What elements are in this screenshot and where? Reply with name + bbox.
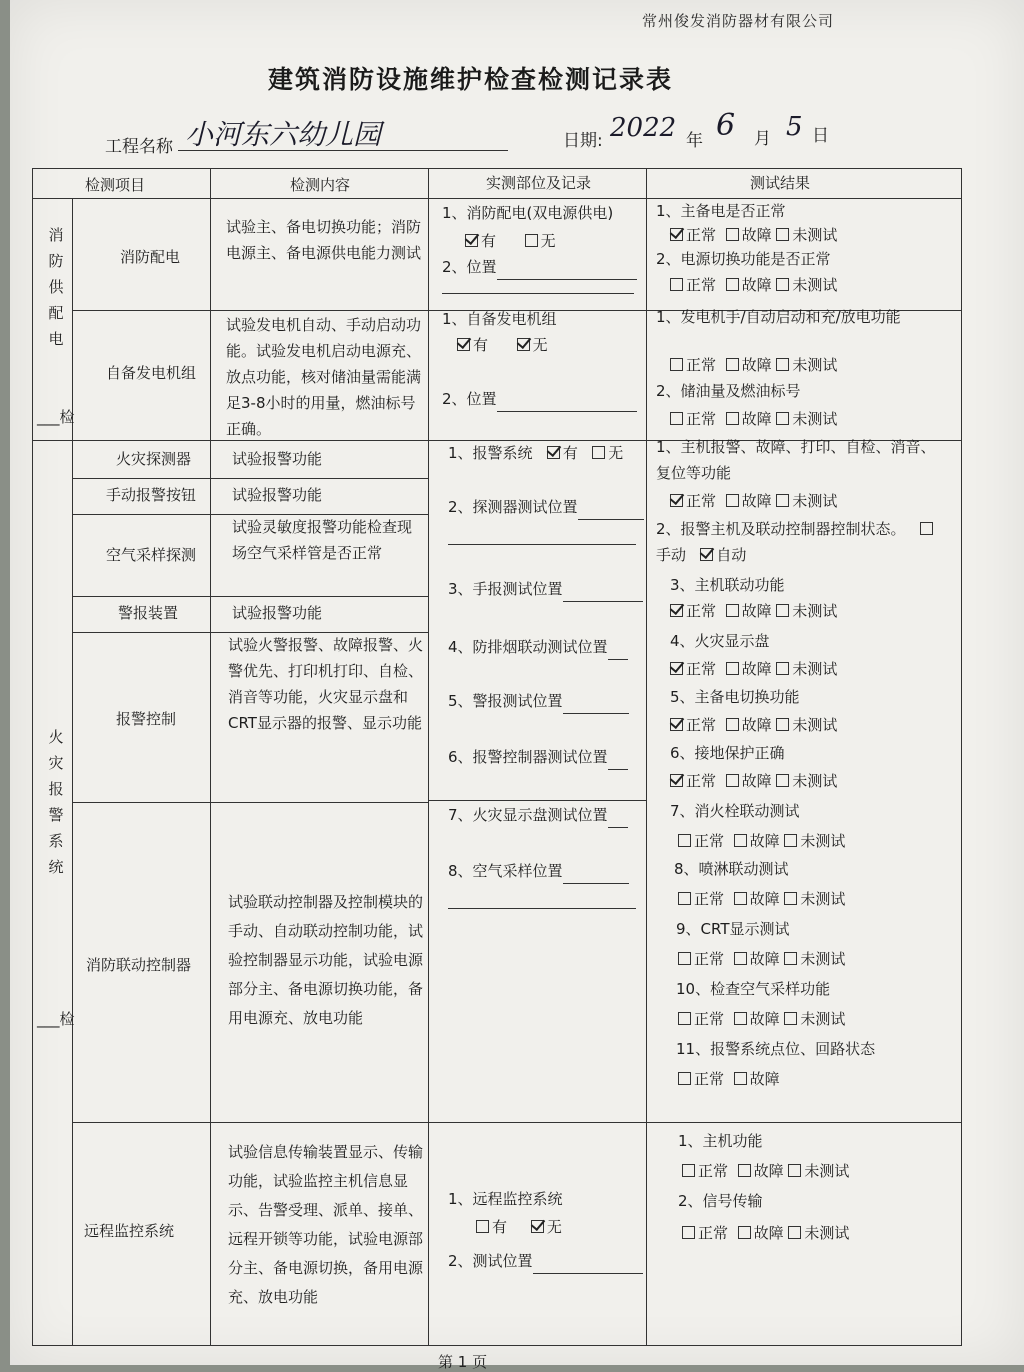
result-s2-5-opts: 正常 故障 未测试 — [670, 712, 837, 738]
result-s1-2: 2、电源切换功能是否正常 — [656, 250, 831, 268]
record-controller-pos: 6、报警控制器测试位置 — [448, 744, 628, 770]
record-generator-options: 有 无 — [457, 332, 548, 358]
record-power-pos: 2、位置 — [442, 254, 637, 280]
date-day: 5 — [786, 112, 803, 142]
result-s1-3-opts: 正常 故障 未测试 — [670, 352, 837, 378]
content-power: 试验主、备电切换功能；消防电源主、备电源供电能力测试 — [226, 218, 422, 262]
header-content: 检测内容 — [290, 176, 351, 194]
result-s2-10-opts: 正常 故障 未测试 — [678, 1006, 845, 1032]
result-s2-8: 8、喷淋联动测试 — [674, 860, 789, 878]
result-s2-4: 4、火灾显示盘 — [670, 632, 770, 650]
content-linkage-controller: 试验联动控制器及控制模块的手动、自动联动控制功能，试验控制器显示功能，试验电源部分主、备电源切换功能，备用电源充、放电功能 — [228, 893, 424, 1027]
record-remote: 1、远程监控系统 — [448, 1190, 563, 1208]
result-s2-11-opts: 正常 故障 — [678, 1066, 780, 1092]
content-manual-button: 试验报警功能 — [232, 486, 323, 504]
result-s1-4: 2、储油量及燃油标号 — [656, 382, 801, 400]
result-s2-9-opts: 正常 故障 未测试 — [678, 946, 845, 972]
record-alarm-pos: 5、警报测试位置 — [448, 688, 629, 714]
record-remote-options: 有 无 — [476, 1214, 562, 1240]
result-remote-1-opts: 正常 故障 未测试 — [682, 1158, 849, 1184]
result-s2-9: 9、CRT显示测试 — [676, 920, 790, 938]
result-s2-11: 11、报警系统点位、回路状态 — [676, 1040, 876, 1058]
record-smoke-pos: 4、防排烟联动测试位置 — [448, 634, 628, 660]
content-alarm-control: 试验火警报警、故障报警、火警优先、打印机打印、自检、消音等功能，火灾显示盘和CRT显示器的报警、显示功能 — [228, 636, 424, 732]
record-manual-pos: 3、手报测试位置 — [448, 576, 643, 602]
item-air-sampling: 空气采样探测 — [106, 546, 197, 564]
result-s1-2-opts: 正常 故障 未测试 — [670, 272, 837, 298]
item-manual-button: 手动报警按钮 — [106, 486, 197, 504]
record-generator: 1、自备发电机组 — [442, 310, 557, 328]
checkbox-checked[interactable] — [457, 338, 470, 351]
item-power: 消防配电 — [120, 248, 181, 266]
content-generator: 试验发电机自动、手动启动功能。试验发电机启动电源充、放点功能，核对储油量需能满足3-8小时的用量，燃油标号正确。 — [226, 316, 422, 438]
result-s2-1: 1、主机报警、故障、打印、自检、消音、复位等功能 — [656, 438, 936, 482]
result-s1-1: 1、主备电是否正常 — [656, 202, 786, 220]
item-remote-monitoring: 远程监控系统 — [84, 1222, 175, 1240]
date-year: 2022 — [610, 113, 677, 143]
date-day-unit: 日 — [812, 126, 829, 146]
record-detector-pos: 2、探测器测试位置 — [448, 494, 644, 520]
result-remote-2: 2、信号传输 — [678, 1192, 763, 1210]
date-month: 6 — [716, 108, 736, 143]
result-s2-6-opts: 正常 故障 未测试 — [670, 768, 837, 794]
section2-suffix: ___检 — [37, 1010, 75, 1028]
result-s1-1-opts: 正常 故障 未测试 — [670, 222, 837, 248]
result-s2-1-opts: 正常 故障 未测试 — [670, 488, 837, 514]
content-detector: 试验报警功能 — [232, 450, 323, 468]
record-display-pos: 7、火灾显示盘测试位置 — [448, 802, 628, 828]
result-s2-3: 3、主机联动功能 — [670, 576, 785, 594]
page-title: 建筑消防设施维护检查检测记录表 — [268, 65, 674, 94]
result-s2-5: 5、主备电切换功能 — [670, 688, 800, 706]
result-s2-7-opts: 正常 故障 未测试 — [678, 828, 845, 854]
result-s2-6: 6、接地保护正确 — [670, 744, 785, 762]
content-air-sampling: 试验灵敏度报警功能检查现场空气采样管是否正常 — [232, 518, 413, 562]
company-name: 常州俊发消防器材有限公司 — [642, 12, 835, 30]
result-s2-10: 10、检查空气采样功能 — [676, 980, 831, 998]
record-generator-pos: 2、位置 — [442, 386, 637, 412]
section1-name: 消 防 供 配 电 — [48, 226, 64, 348]
header-result: 测试结果 — [750, 174, 811, 192]
header-record: 实测部位及记录 — [486, 174, 592, 192]
project-value: 小河东六幼儿园 — [185, 118, 382, 151]
result-s2-2: 2、报警主机及联动控制器控制状态。 手动 自动 — [656, 516, 938, 568]
item-linkage-controller: 消防联动控制器 — [86, 956, 192, 974]
section1-suffix: ___检 — [37, 408, 75, 426]
content-alarm-device: 试验报警功能 — [232, 604, 323, 622]
record-remote-pos: 2、测试位置 — [448, 1248, 643, 1274]
document-page — [10, 0, 1024, 1371]
result-s1-4-opts: 正常 故障 未测试 — [670, 406, 837, 432]
result-remote-2-opts: 正常 故障 未测试 — [682, 1220, 849, 1246]
date-label: 日期: — [563, 131, 603, 151]
item-alarm-device: 警报装置 — [118, 604, 179, 622]
content-remote-monitoring: 试验信息传输装置显示、传输功能，试验监控主机信息显示、告警受理、派单、接单、远程开锁等功能，试验电源部分主、备电源切换，备用电源充、放电功能 — [228, 1143, 424, 1306]
header-item: 检测项目 — [85, 176, 146, 194]
checkbox-checked[interactable] — [517, 338, 530, 351]
record-power: 1、消防配电(双电源供电) — [442, 204, 614, 222]
checkbox-checked[interactable] — [465, 234, 478, 247]
item-generator: 自备发电机组 — [106, 364, 197, 382]
result-s2-3-opts: 正常 故障 未测试 — [670, 598, 837, 624]
result-s2-8-opts: 正常 故障 未测试 — [678, 886, 845, 912]
record-power-options: 有 无 — [465, 228, 556, 254]
section2-name: 火 灾 报 警 系 统 — [48, 728, 64, 876]
record-air-pos: 8、空气采样位置 — [448, 858, 629, 884]
project-label: 工程名称 — [105, 137, 173, 157]
item-alarm-control: 报警控制 — [116, 710, 177, 728]
page-number: 第 1 页 — [438, 1353, 488, 1371]
record-alarm-system: 1、报警系统 有 无 — [448, 444, 624, 462]
result-s2-7: 7、消火栓联动测试 — [670, 802, 800, 820]
result-s2-4-opts: 正常 故障 未测试 — [670, 656, 837, 682]
result-remote-1: 1、主机功能 — [678, 1132, 763, 1150]
result-s1-3: 1、发电机手/自动启动和充/放电功能 — [656, 308, 901, 326]
date-month-unit: 月 — [754, 129, 771, 149]
date-year-unit: 年 — [686, 131, 703, 151]
item-detector: 火灾探测器 — [116, 450, 192, 468]
checkbox[interactable] — [525, 234, 538, 247]
